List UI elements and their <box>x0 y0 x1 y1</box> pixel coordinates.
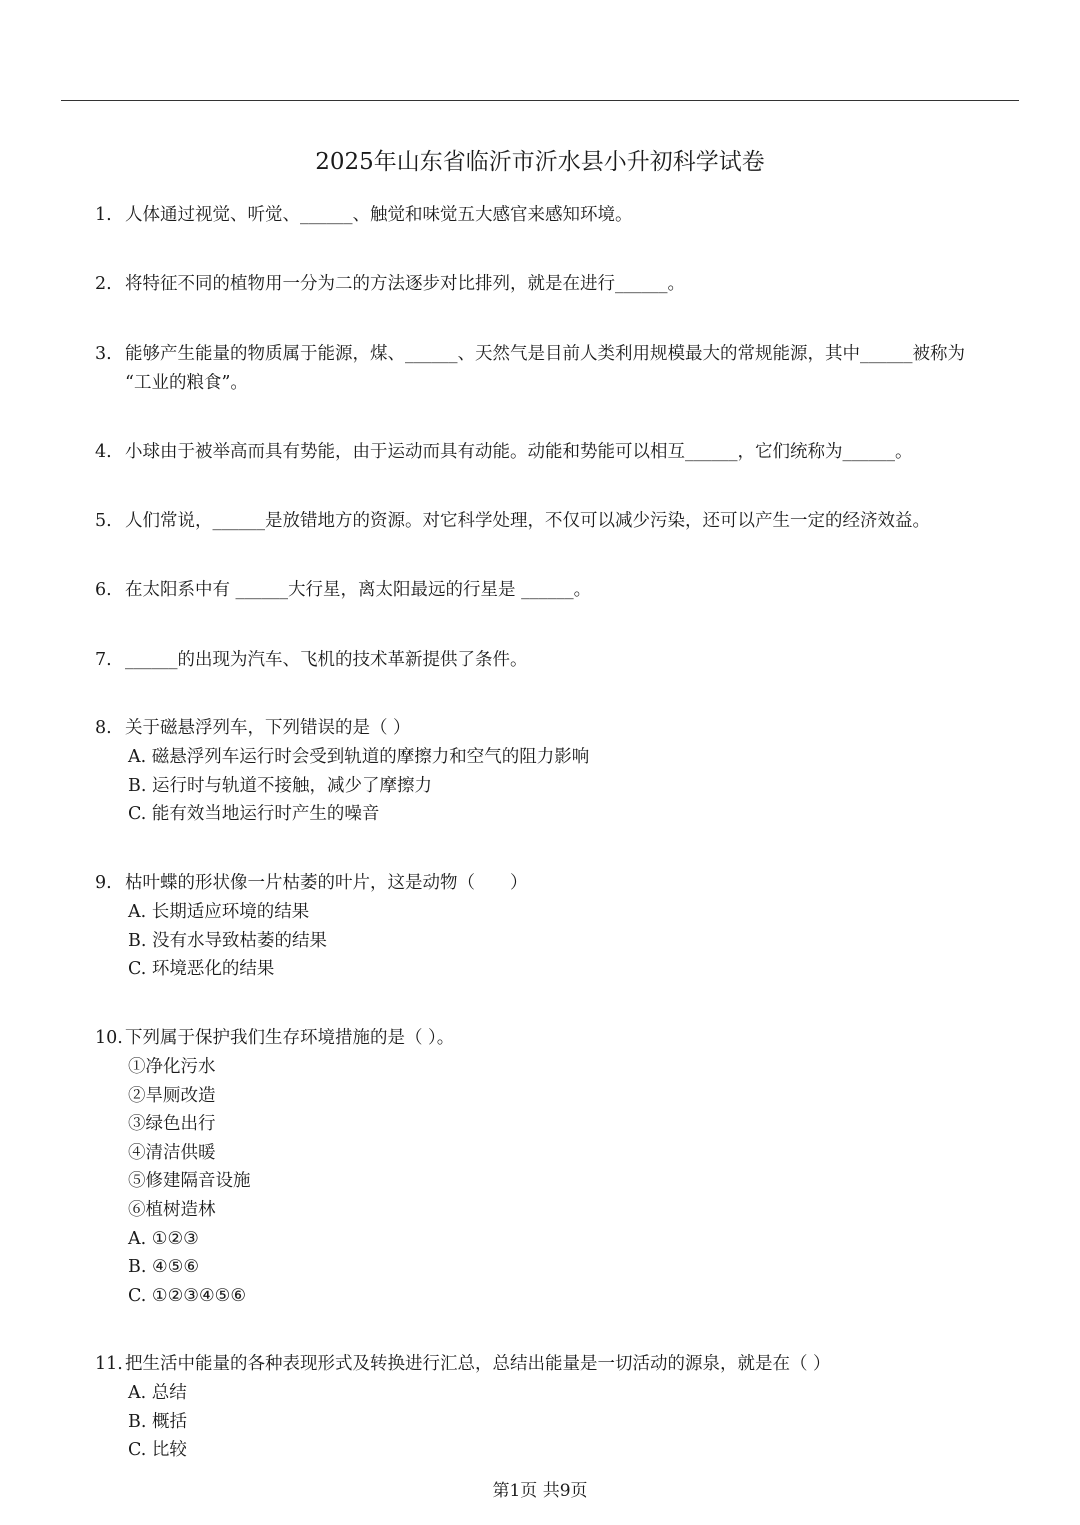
question-number: 1. <box>95 205 112 225</box>
question-8 <box>95 714 1045 829</box>
question-text: 将特征不同的植物用一分为二的方法逐步对比排列，就是在进行______。 <box>125 274 685 294</box>
option-c: C. 能有效当地运行时产生的噪音 <box>128 804 380 825</box>
question-number: 4. <box>95 442 112 462</box>
option-b: B. 没有水导致枯萎的结果 <box>128 930 327 951</box>
option-c: C. 比较 <box>128 1440 187 1461</box>
question-11 <box>95 1350 1045 1465</box>
question-number: 5. <box>95 511 112 531</box>
question-7 <box>95 646 1045 675</box>
question-number: 6. <box>95 580 112 600</box>
option-a: A. ①②③ <box>128 1228 199 1249</box>
question-text-continuation: “工业的粮食”。 <box>125 373 248 393</box>
question-3 <box>95 340 1045 398</box>
page-footer: 第1页 共9页 <box>492 1481 588 1501</box>
question-9 <box>95 869 1045 984</box>
question-number: 7. <box>95 650 112 670</box>
option-c: C. 环境恶化的结果 <box>128 959 275 980</box>
option-a: A. 磁悬浮列车运行时会受到轨道的摩擦力和空气的阻力影响 <box>128 747 590 767</box>
option-a: A. 长期适应环境的结果 <box>128 902 310 922</box>
question-number: 10. <box>95 1028 123 1048</box>
question-text: ______的出现为汽车、飞机的技术革新提供了条件。 <box>125 650 528 670</box>
question-number: 11. <box>95 1354 123 1374</box>
measure-item: ⑤修建隔音设施 <box>128 1171 251 1192</box>
measure-item: ③绿色出行 <box>128 1114 216 1135</box>
top-rule <box>61 100 1019 101</box>
question-text: 关于磁悬浮列车，下列错误的是（ ） <box>125 718 411 738</box>
question-number: 8. <box>95 718 112 738</box>
question-6 <box>95 576 1045 605</box>
option-b: B. 运行时与轨道不接触，减少了摩擦力 <box>128 775 432 796</box>
question-text: 小球由于被举高而具有势能，由于运动而具有动能。动能和势能可以相互______，它们统称为______。 <box>125 442 913 462</box>
question-text: 能够产生能量的物质属于能源，煤、______、天然气是目前人类利用规模最大的常规能源，其中______被称为 <box>125 344 965 364</box>
question-number: 2. <box>95 274 112 294</box>
question-text: 人体通过视觉、听觉、______、触觉和味觉五大感官来感知环境。 <box>125 205 633 225</box>
option-b: B. 概括 <box>128 1411 187 1432</box>
option-a: A. 总结 <box>128 1383 187 1403</box>
question-text: 下列属于保护我们生存环境措施的是（ ）。 <box>125 1028 455 1048</box>
question-text: 枯叶蝶的形状像一片枯萎的叶片，这是动物（ ） <box>125 873 528 893</box>
question-1 <box>95 201 1045 230</box>
question-text: 在太阳系中有 ______大行星，离太阳最远的行星是 ______。 <box>125 580 592 600</box>
question-2 <box>95 270 1045 299</box>
page-title: 2025年山东省临沂市沂水县小升初科学试卷 <box>315 149 765 175</box>
measure-item: ②旱厕改造 <box>128 1085 216 1106</box>
option-c: C. ①②③④⑤⑥ <box>128 1285 247 1306</box>
question-number: 9. <box>95 873 112 893</box>
measure-item: ④清洁供暖 <box>128 1142 216 1163</box>
question-10 <box>95 1024 1045 1310</box>
option-b: B. ④⑤⑥ <box>128 1257 200 1278</box>
measure-item: ①净化污水 <box>128 1057 216 1077</box>
question-text: 人们常说，______是放错地方的资源。对它科学处理，不仅可以减少污染，还可以产生一定的经济效益。 <box>125 511 930 531</box>
measure-item: ⑥植树造林 <box>128 1199 216 1220</box>
question-4 <box>95 438 1045 467</box>
question-number: 3. <box>95 344 112 364</box>
question-5 <box>95 507 1045 536</box>
question-text: 把生活中能量的各种表现形式及转换进行汇总，总结出能量是一切活动的源泉，就是在（ ） <box>125 1354 831 1374</box>
